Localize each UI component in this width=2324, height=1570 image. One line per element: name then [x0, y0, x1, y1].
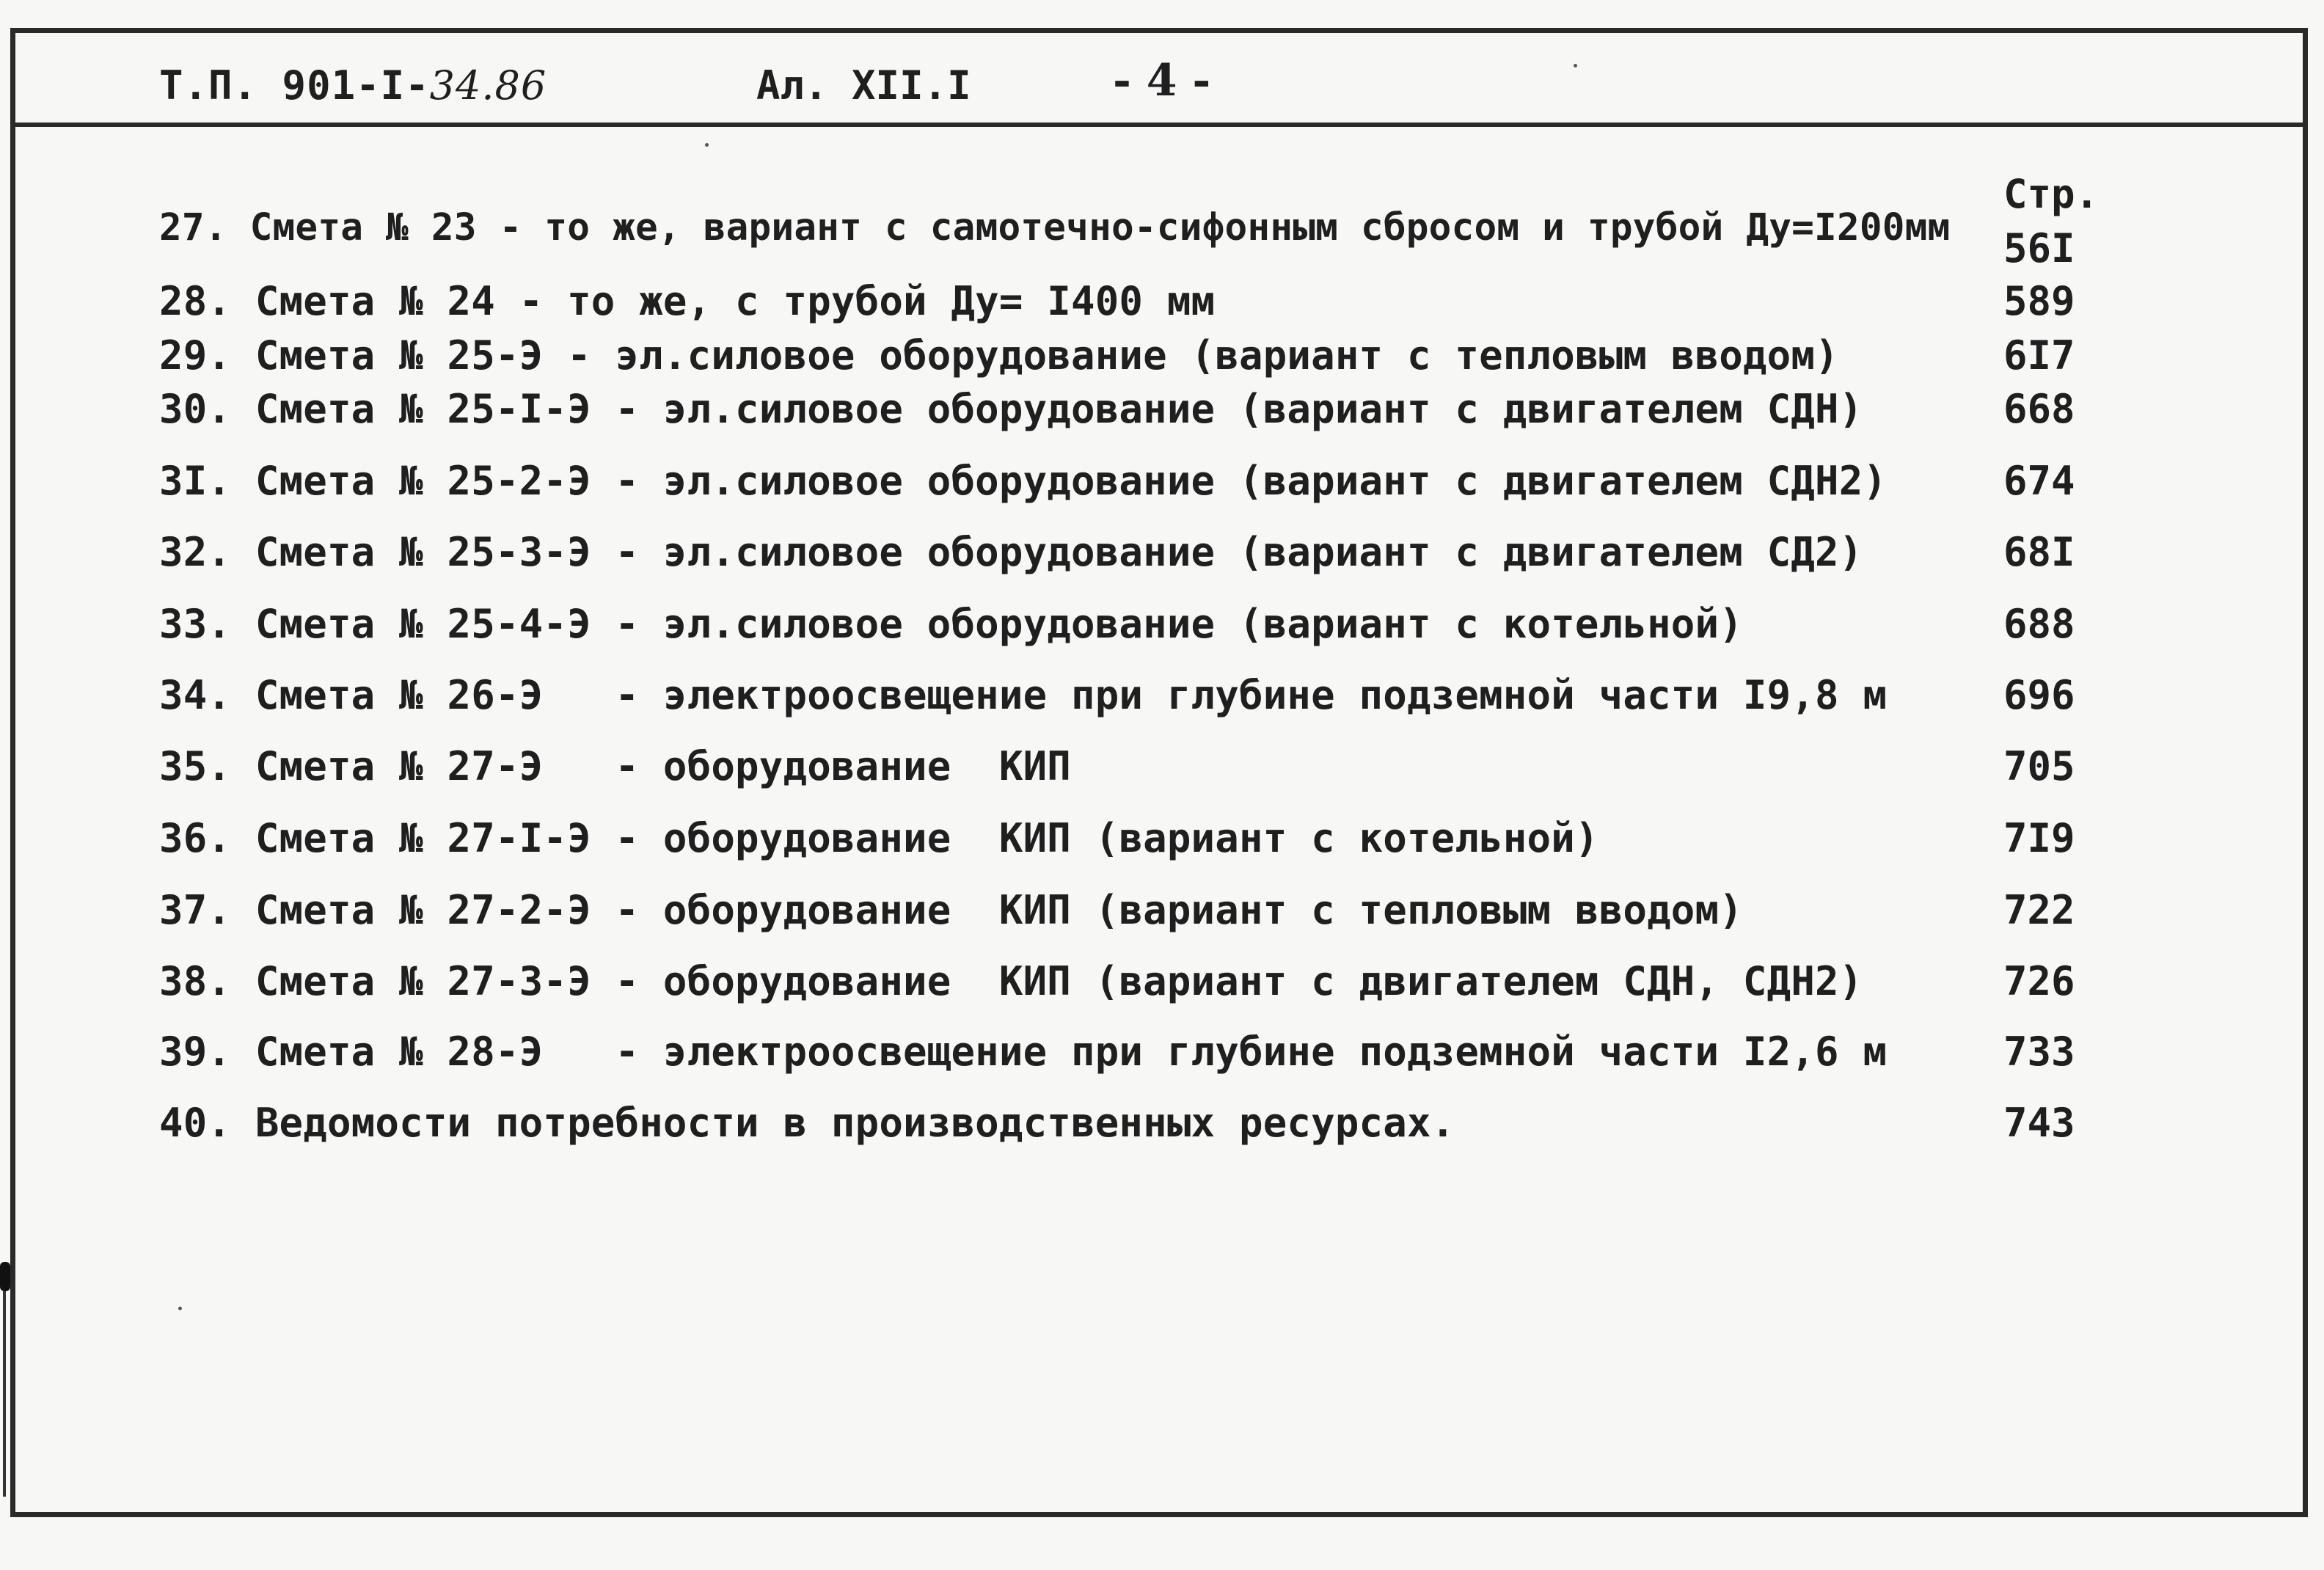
- scan-speck: [1574, 64, 1577, 67]
- list-item: [159, 1029, 2287, 1087]
- list-item-text: 40. Ведомости потребности в производственных ресурсах.: [159, 1100, 1455, 1146]
- list-item-text: 38. Смета № 27-3-Э - оборудование КИП (вариант с двигателем СДН, СДН2): [159, 958, 1863, 1004]
- list-item-page: 589: [2003, 278, 2075, 324]
- list-item-text: 3I. Смета № 25-2-Э - эл.силовое оборудование (вариант с двигателем СДН2): [159, 458, 1888, 504]
- list-item-text: 35. Смета № 27-Э - оборудование КИП: [159, 743, 1072, 789]
- list-item-text: 28. Смета № 24 - то же, с трубой Ду= I400 мм: [159, 278, 1216, 324]
- list-item-text: 37. Смета № 27-2-Э - оборудование КИП (вариант с тепловым вводом): [159, 887, 1743, 933]
- list-item-page: 6I7: [2003, 332, 2075, 379]
- list-item-page: 674: [2003, 458, 2075, 504]
- scan-speck: [705, 143, 709, 147]
- page-column-header: Стр.: [2003, 171, 2100, 217]
- list-item: [159, 278, 2287, 337]
- list-item: [159, 332, 2287, 391]
- list-item: [159, 958, 2287, 1017]
- document-code-handwritten: 34.86: [429, 62, 547, 109]
- list-item-text: 27. Смета № 23 - то же, вариант с самотечно-сифонным сбросом и трубой Ду=I200мм: [159, 206, 1951, 249]
- list-item: [159, 672, 2287, 731]
- list-item-text: 30. Смета № 25-I-Э - эл.силовое оборудование (вариант с двигателем СДН): [159, 386, 1863, 432]
- list-item: [159, 743, 2287, 802]
- list-item: [159, 815, 2287, 874]
- list-item-text: 36. Смета № 27-I-Э - оборудование КИП (вариант с котельной): [159, 815, 1599, 861]
- album-number: Ал. XII.I: [756, 62, 971, 109]
- scan-speck: [178, 1307, 182, 1310]
- list-item-page: 56I: [2003, 225, 2075, 271]
- list-item-text: 34. Смета № 26-Э - электроосвещение при глубине подземной части I9,8 м: [159, 672, 1888, 718]
- document-sheet: [10, 28, 2308, 1517]
- binding-mark: [0, 1262, 10, 1291]
- list-item-page: 696: [2003, 672, 2075, 718]
- list-item-page: 733: [2003, 1029, 2075, 1075]
- list-item: [159, 386, 2287, 445]
- list-item-text: 33. Смета № 25-4-Э - эл.силовое оборудование (вариант с котельной): [159, 601, 1743, 647]
- list-item-text: 29. Смета № 25-Э - эл.силовое оборудование (вариант с тепловым вводом): [159, 332, 1839, 379]
- list-item: [159, 601, 2287, 660]
- list-item: [159, 458, 2287, 516]
- list-item: [159, 529, 2287, 588]
- document-code: [159, 62, 547, 109]
- list-item-page: 726: [2003, 958, 2075, 1004]
- list-item-text: 32. Смета № 25-3-Э - эл.силовое оборудование (вариант с двигателем СД2): [159, 529, 1863, 575]
- list-item: [159, 887, 2287, 946]
- document-code-printed: Т.П. 901-I-: [159, 62, 430, 109]
- binding-line: [3, 1291, 6, 1497]
- list-item-page: 722: [2003, 887, 2075, 933]
- list-item-page: 68I: [2003, 529, 2075, 575]
- list-item-page: 743: [2003, 1100, 2075, 1146]
- list-item-page: 688: [2003, 601, 2075, 647]
- list-item: [159, 206, 2287, 271]
- list-item-page: 705: [2003, 743, 2075, 789]
- page-header: [15, 33, 2303, 127]
- page-number: - 4 -: [1113, 55, 1211, 106]
- list-item-page: 668: [2003, 386, 2075, 432]
- list-item: [159, 1100, 2287, 1158]
- list-item-text: 39. Смета № 28-Э - электроосвещение при глубине подземной части I2,6 м: [159, 1029, 1888, 1075]
- list-item-page: 7I9: [2003, 815, 2075, 861]
